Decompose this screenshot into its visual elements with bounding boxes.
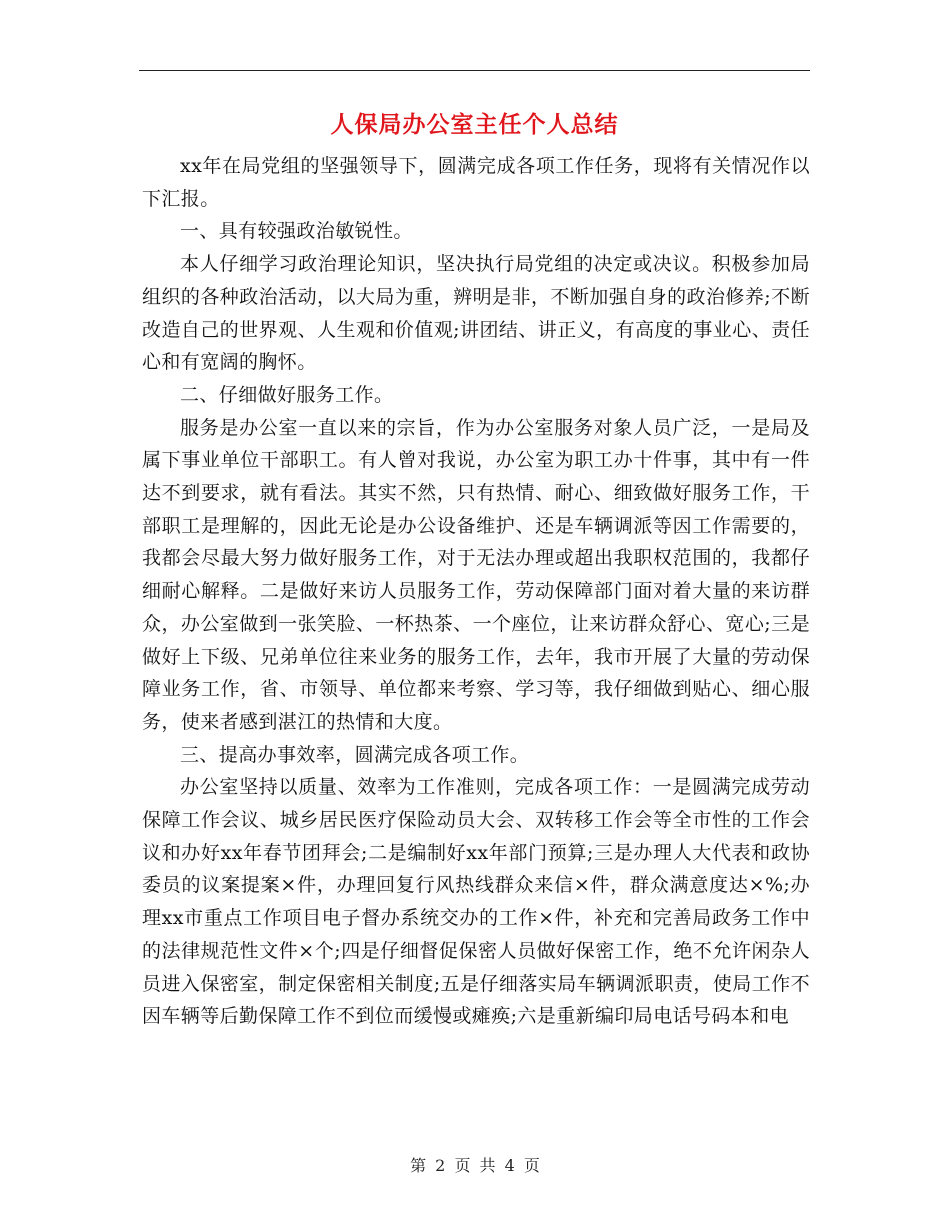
paragraph-service: 服务是办公室一直以来的宗旨，作为办公室服务对象人员广泛，一是局及属下事业单位干部职工。有人曾对我说，办公室为职工办十件事，其中有一件达不到要求，就有看法。其实不然，只有热情、耐心、细致做好服务工作，干部职工是理解的，因此无论是办公设备维护、还是车辆调派等因工作需要的，我都会尽最大努力做好服务工作，对于无法办理或超出我职权范围的，我都仔细耐心解释。二是做好来访人员服务工作，劳动保障部门面对着大量的来访群众，办公室做到一张笑脸、一杯热茶、一个座位，让来访群众舒心、宽心;三是做好上下级、兄弟单位往来业务的服务工作，去年，我市开展了大量的劳动保障业务工作，省、市领导、单位都来考察、学习等，我仔细做到贴心、细心服务，使来者感到湛江的热情和大度。 bbox=[142, 416, 810, 733]
section-heading-2: 二、仔细做好服务工作。 bbox=[180, 383, 394, 406]
section-heading-1: 一、具有较强政治敏锐性。 bbox=[180, 220, 413, 243]
document-title: 人保局办公室主任个人总结 bbox=[330, 111, 619, 138]
section-heading-3: 三、提高办事效率，圆满完成各项工作。 bbox=[180, 743, 530, 766]
paragraph-political: 本人仔细学习政治理论知识，坚决执行局党组的决定或决议。积极参加局组织的各种政治活动，以大局为重，辨明是非，不断加强自身的政治修养;不断改造自己的世界观、人生观和价值观;讲团结、讲正义，有高度的事业心、责任心和有宽阔的胸怀。 bbox=[142, 253, 810, 374]
page-number-footer: 第 2 页 共 4 页 bbox=[410, 1156, 540, 1175]
document-body bbox=[142, 150, 810, 1033]
paragraph-efficiency: 办公室坚持以质量、效率为工作准则，完成各项工作：一是圆满完成劳动保障工作会议、城乡居民医疗保险动员大会、双转移工作会等全市性的工作会议和办好xx年春节团拜会;二是编制好xx年部门预算;三是办理人大代表和政协委员的议案提案×件，办理回复行风热线群众来信×件，群众满意度达×%;办理xx市重点工作项目电子督办系统交办的工作×件，补充和完善局政务工作中的法律规范性文件×个;四是仔细督促保密人员做好保密工作，绝不允许闲杂人员进入保密室，制定保密相关制度;五是仔细落实局车辆调派职责，使局工作不因车辆等后勤保障工作不到位而缓慢或瘫痪;六是重新编印局电话号码本和电 bbox=[142, 776, 810, 1028]
paragraph-intro: xx年在局党组的坚强领导下，圆满完成各项工作任务，现将有关情况作以下汇报。 bbox=[142, 155, 810, 210]
header-rule bbox=[139, 70, 810, 71]
